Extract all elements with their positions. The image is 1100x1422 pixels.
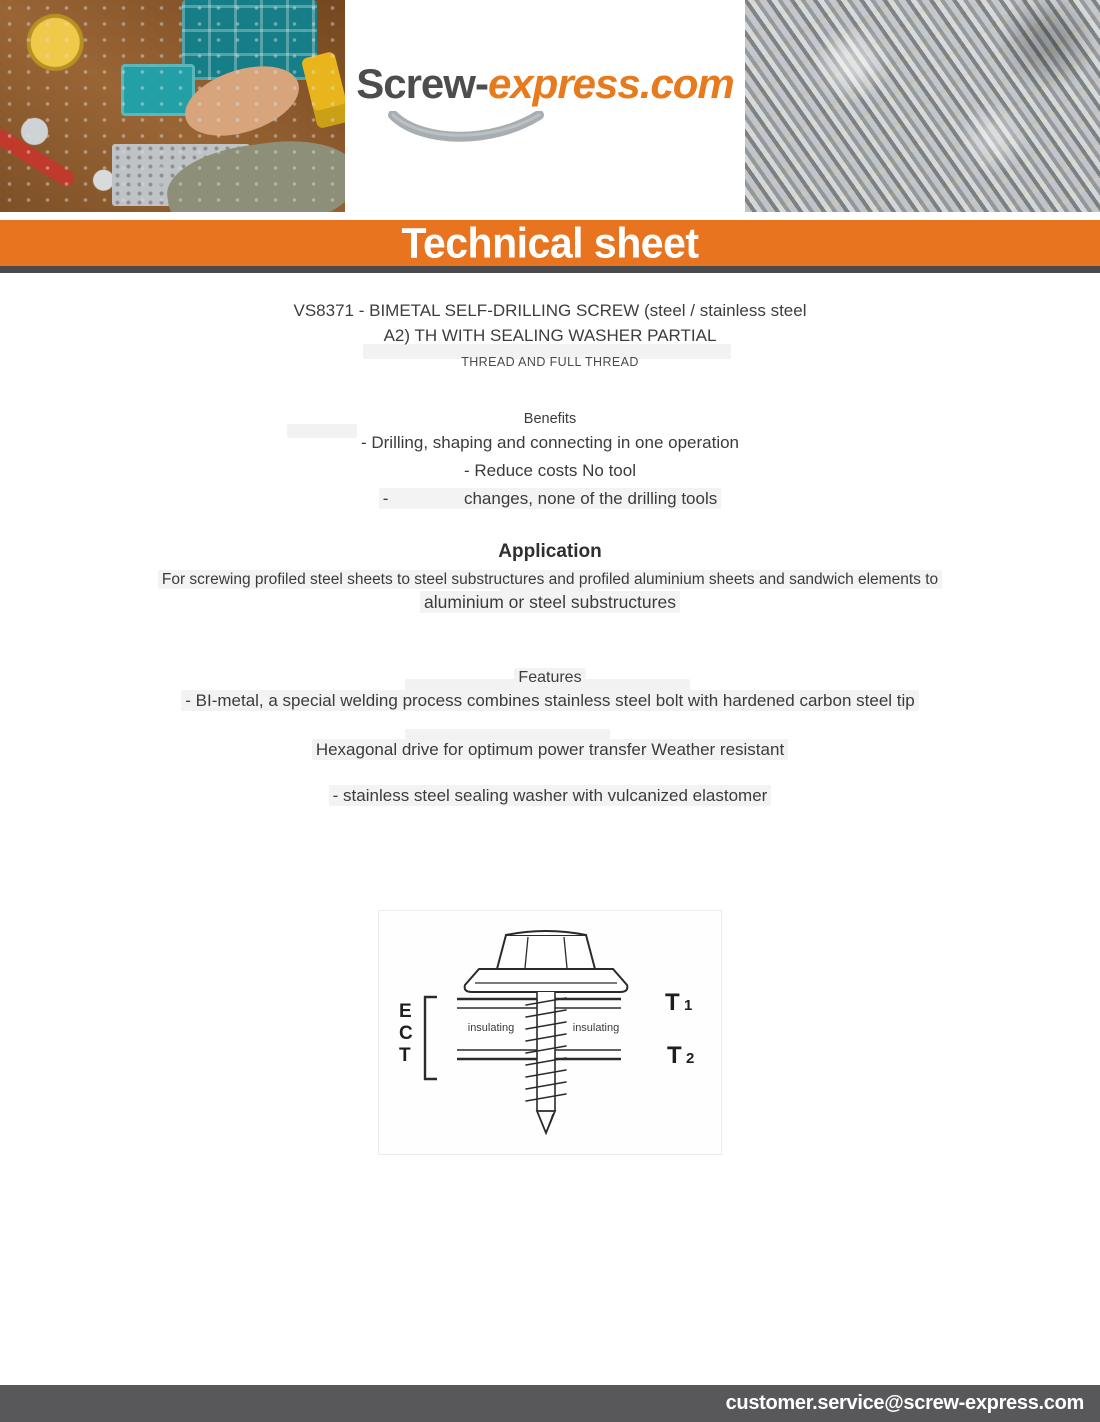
t1-subscript: 1 — [684, 997, 693, 1015]
page-title: Technical sheet — [401, 218, 699, 267]
feature-item-text: - stainless steel sealing washer with vulcanized elastomer — [329, 785, 772, 806]
customer-service-email[interactable]: customer.service@screw-express.com — [725, 1392, 1084, 1414]
diagram-label-e: E — [399, 1001, 412, 1023]
logo-prefix: Screw- — [356, 60, 488, 107]
product-subtitle: THREAD AND FULL THREAD — [461, 355, 639, 370]
t2-label: T — [667, 1042, 682, 1070]
application-text-line2 — [0, 592, 1100, 613]
screws-photo — [745, 0, 1100, 212]
banner — [0, 220, 1100, 266]
content — [0, 273, 1100, 1155]
product-title — [0, 299, 1100, 348]
sleeve-decor — [162, 131, 345, 212]
t2-subscript: 2 — [686, 1050, 695, 1068]
insulating-label-right: insulating — [572, 1022, 620, 1035]
organizer-box-decor — [182, 0, 317, 80]
feature-item-text: - BI-metal, a special welding process combines stainless steel bolt with hardened carbon steel tip — [181, 690, 918, 711]
screw-diagram — [378, 910, 722, 1155]
feature-item — [0, 786, 1100, 806]
logo-swoosh-icon — [387, 111, 547, 149]
application-text: aluminium or steel substructures — [420, 591, 680, 613]
screw-tray-decor — [112, 144, 250, 206]
product-title-line2: A2) TH WITH SEALING WASHER PARTIAL — [383, 325, 717, 345]
benefits-heading: Benefits — [523, 411, 577, 428]
benefit-item — [0, 488, 1100, 511]
feature-item — [0, 740, 1100, 760]
insulating-label-left: insulating — [467, 1022, 515, 1035]
features-heading-text: Features — [514, 668, 585, 687]
application-text-line1 — [0, 571, 1100, 589]
benefit-item: - Reduce costs No tool — [464, 461, 636, 481]
features-heading — [0, 669, 1100, 687]
diagram-label-c: C — [399, 1023, 413, 1045]
feature-item — [0, 691, 1100, 711]
banner-underline — [0, 266, 1100, 273]
logo — [345, 0, 745, 212]
application-heading: Application — [498, 541, 602, 563]
logo-text — [356, 60, 734, 107]
logo-suffix: express.com — [487, 60, 734, 107]
benefit-item-text: - changes, none of the drilling tools — [379, 488, 722, 509]
t1-label: T — [665, 989, 680, 1017]
footer — [0, 1385, 1100, 1422]
product-title-line1: VS8371 - BIMETAL SELF-DRILLING SCREW (steel / stainless steel — [293, 301, 807, 320]
header — [0, 0, 1100, 212]
benefit-item: - Drilling, shaping and connecting in one operation — [360, 433, 740, 453]
feature-item-text: Hexagonal drive for optimum power transfer Weather resistant — [312, 739, 788, 760]
screwdriver-decor — [0, 127, 77, 189]
organizer-box-decor — [121, 64, 195, 116]
screw-diagram-svg — [379, 911, 721, 1154]
diagram-label-t: T — [399, 1045, 411, 1067]
drill-decor — [301, 51, 345, 129]
application-text: For screwing profiled steel sheets to steel substructures and profiled aluminium sheets and sandwich elements to — [158, 570, 942, 589]
workbench-photo — [0, 0, 345, 212]
hand-decor — [176, 53, 307, 148]
